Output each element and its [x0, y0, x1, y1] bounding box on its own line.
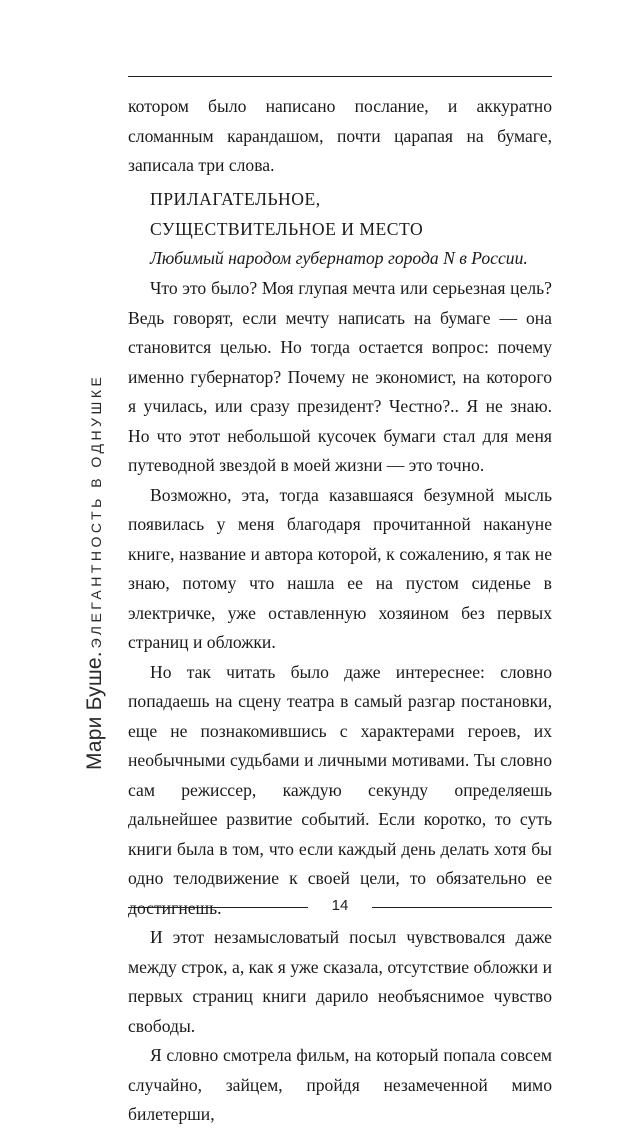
- epigraph-line-1: ПРИЛАГАТЕЛЬНОЕ,: [150, 189, 321, 209]
- body-paragraph: Что это было? Моя глупая мечта или серьезная цель? Ведь говорят, если мечту написать на бумаге — она становится целью. Но тогда остается вопрос: почему именно губернатор? Почему не экономист, на которого я училась, или сразу президент? Честно?.. Я не знаю. Но что этот небольшой кусочек бумаги стал для меня путеводной звездой в моей жизни — это точно.: [128, 278, 552, 475]
- running-head-spine: [83, 330, 107, 770]
- header-rule: [128, 76, 552, 77]
- opening-text-block: [128, 92, 552, 181]
- running-head-book-title: ЭЛЕГАНТНОСТЬ В ОДНУШКЕ: [88, 373, 104, 649]
- body-paragraph: Я словно смотрела фильм, на который попала совсем случайно, зайцем, пройдя незамеченной мимо билетерши,: [128, 1045, 552, 1124]
- running-head-separator: .: [83, 651, 106, 658]
- body-paragraph: Но так читать было даже интереснее: словно попадаешь на сцену театра в самый разгар постановки, еще не познакомившись с характерами героев, их необычными судьбами и личными мотивами. Ты словно сам режиссер, каждую секунду определяешь дальнейшее развитие событий. Если коротко, то суть книги была в том, что если каждый день делать хотя бы одно телодвижение к своей цели, то обязательно ее достигнешь.: [128, 661, 552, 918]
- footer-rule-left: [128, 907, 308, 908]
- footer-rule-right: [372, 907, 552, 908]
- body-paragraph: И этот незамысловатый посыл чувствовался даже между строк, а, как я уже сказала, отсутствие обложки и первых страниц книги дарило необъяснимое чувство свободы.: [128, 927, 552, 1036]
- epigraph: [150, 185, 550, 274]
- epigraph-line-2: СУЩЕСТВИТЕЛЬНОЕ И МЕСТО: [150, 218, 424, 239]
- epigraph-line-3: Любимый народом губернатор города N в России.: [150, 248, 528, 268]
- body-paragraph: Возможно, эта, тогда казавшаяся безумной мысль появилась у меня благодаря прочитанной накануне книге, название и автора которой, к сожалению, я так не знаю, потому что нашла ее на пустом сиденье в электричке, уже оставленную хозяином без первых страниц и обложки.: [128, 484, 552, 652]
- page-number: 14: [331, 897, 349, 914]
- opening-paragraph: котором было написано послание, и аккуратно сломанным карандашом, почти царапая на бумаге, записала три слова.: [128, 96, 552, 175]
- body-text-block: [128, 274, 552, 1130]
- running-head-author: Мари Буше: [83, 657, 106, 770]
